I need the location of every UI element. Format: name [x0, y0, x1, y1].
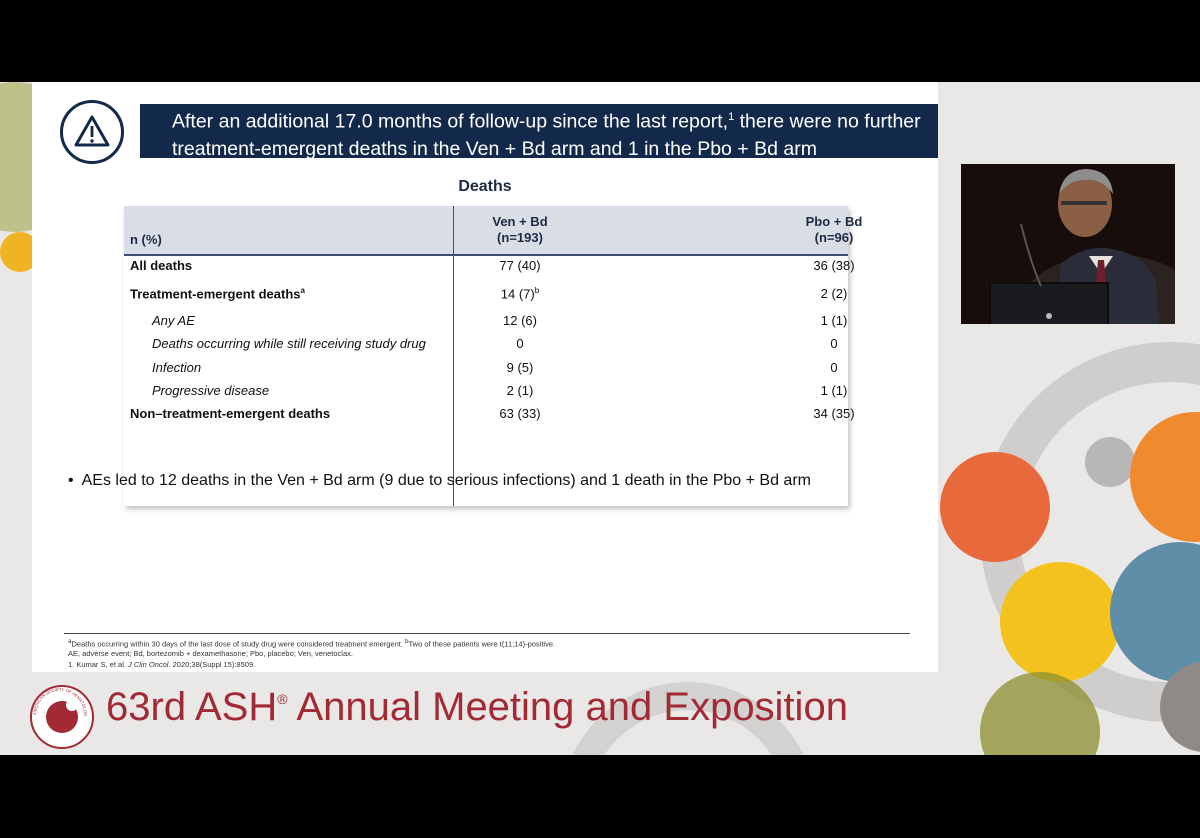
svg-text:AMERICAN SOCIETY OF HEMATOLOGY	[30, 685, 88, 716]
footnote-marker-b: b	[405, 638, 409, 645]
row-value-pbo: 2 (2)	[820, 286, 848, 301]
footnote-marker: b	[534, 286, 540, 295]
registered-mark: ®	[277, 691, 288, 707]
conference-title-post: Annual Meeting and Exposition	[287, 685, 848, 729]
row-label: All deaths	[130, 258, 193, 273]
row-value-pbo: 0	[830, 360, 838, 375]
conference-title-pre: 63rd ASH	[106, 685, 278, 729]
warning-triangle-icon	[63, 103, 121, 161]
conference-title	[106, 685, 848, 730]
row-value-text: 14 (7)	[500, 286, 535, 302]
headline-text	[172, 104, 932, 163]
row-label	[130, 286, 305, 301]
row-value-ven: 9 (5)	[506, 360, 534, 375]
row-value-pbo: 0	[830, 336, 838, 351]
footnote-marker-a: a	[68, 638, 72, 645]
footnote-reference	[68, 659, 255, 670]
decor-arc	[1000, 562, 1120, 682]
footnote-divider	[64, 633, 910, 634]
row-label: Non–treatment-emergent deaths	[130, 406, 331, 421]
headline-pre: After an additional 17.0 months of follow-up since the last report,	[172, 110, 729, 133]
footnote-marker: a	[300, 286, 305, 295]
letterbox-top	[0, 0, 1200, 82]
row-value-pbo: 34 (35)	[813, 406, 855, 421]
row-value-ven: 0	[516, 336, 524, 351]
header-n-percent: n (%)	[130, 232, 162, 247]
footnote-abbreviations: AE, adverse event; Bd, bortezomib + dexamethasone; Pbo, placebo; Ven, venetoclax.	[68, 649, 353, 658]
ash-logo-ring-text	[30, 685, 90, 745]
header-pbo-bd	[664, 214, 1004, 246]
warning-badge	[60, 100, 124, 164]
row-label-text: Treatment-emergent deaths	[130, 286, 301, 302]
reference-journal: J Clin Oncol	[128, 660, 169, 669]
bullet-dot-icon: •	[68, 472, 74, 489]
footnote-b: Two of these patients were t(11;14)-positive.	[408, 639, 556, 649]
row-value-ven: 2 (1)	[506, 383, 534, 398]
decor-arc	[940, 452, 1050, 562]
header-pbo-bd-n: (n=96)	[814, 230, 854, 245]
row-label: Progressive disease	[152, 383, 270, 398]
bullet-text: AEs led to 12 deaths in the Ven + Bd arm (9 due to serious infections) and 1 death in the Pbo + Bd arm	[81, 472, 811, 489]
header-pbo-bd-name: Pbo + Bd	[805, 214, 863, 229]
slide-panel	[32, 82, 938, 672]
row-value-ven: 12 (6)	[503, 313, 537, 328]
footnote-a: Deaths occurring within 30 days of the last dose of study drug were considered treatment emergent.	[71, 639, 403, 649]
row-value-ven	[360, 286, 680, 301]
ash-logo	[30, 685, 94, 749]
headline-ref-sup: 1	[728, 111, 735, 123]
headline-post: there were no further treatment-emergent deaths in the Ven + Bd arm and 1 in the Pbo + Bd arm	[172, 110, 921, 160]
row-value-ven: 63 (33)	[499, 406, 541, 421]
decor-arc	[1085, 437, 1135, 487]
table-title: Deaths	[458, 178, 512, 195]
speaker-video	[961, 164, 1175, 324]
speaker-image	[961, 164, 1175, 324]
row-value-pbo: 36 (38)	[813, 258, 855, 273]
row-label: Infection	[152, 360, 202, 375]
row-label: Deaths occurring while still receiving study drug	[152, 336, 426, 351]
row-value-pbo: 1 (1)	[820, 383, 848, 398]
row-value-pbo: 1 (1)	[820, 313, 848, 328]
bullet-point	[68, 472, 811, 490]
header-ven-bd-name: Ven + Bd	[492, 214, 548, 229]
header-ven-bd-n: (n=193)	[497, 230, 543, 245]
letterbox-bottom	[0, 755, 1200, 838]
reference-authors: 1. Kumar S, et al.	[68, 660, 129, 669]
deaths-table	[124, 206, 863, 506]
row-label: Any AE	[152, 313, 195, 328]
ash-logo-text: AMERICAN SOCIETY OF HEMATOLOG	[31, 686, 89, 717]
row-value-ven: 77 (40)	[499, 258, 541, 273]
table-column-divider	[453, 206, 454, 506]
header-ven-bd	[360, 214, 680, 246]
reference-citation: . 2020;38(Suppl 15):8509.	[168, 660, 256, 669]
